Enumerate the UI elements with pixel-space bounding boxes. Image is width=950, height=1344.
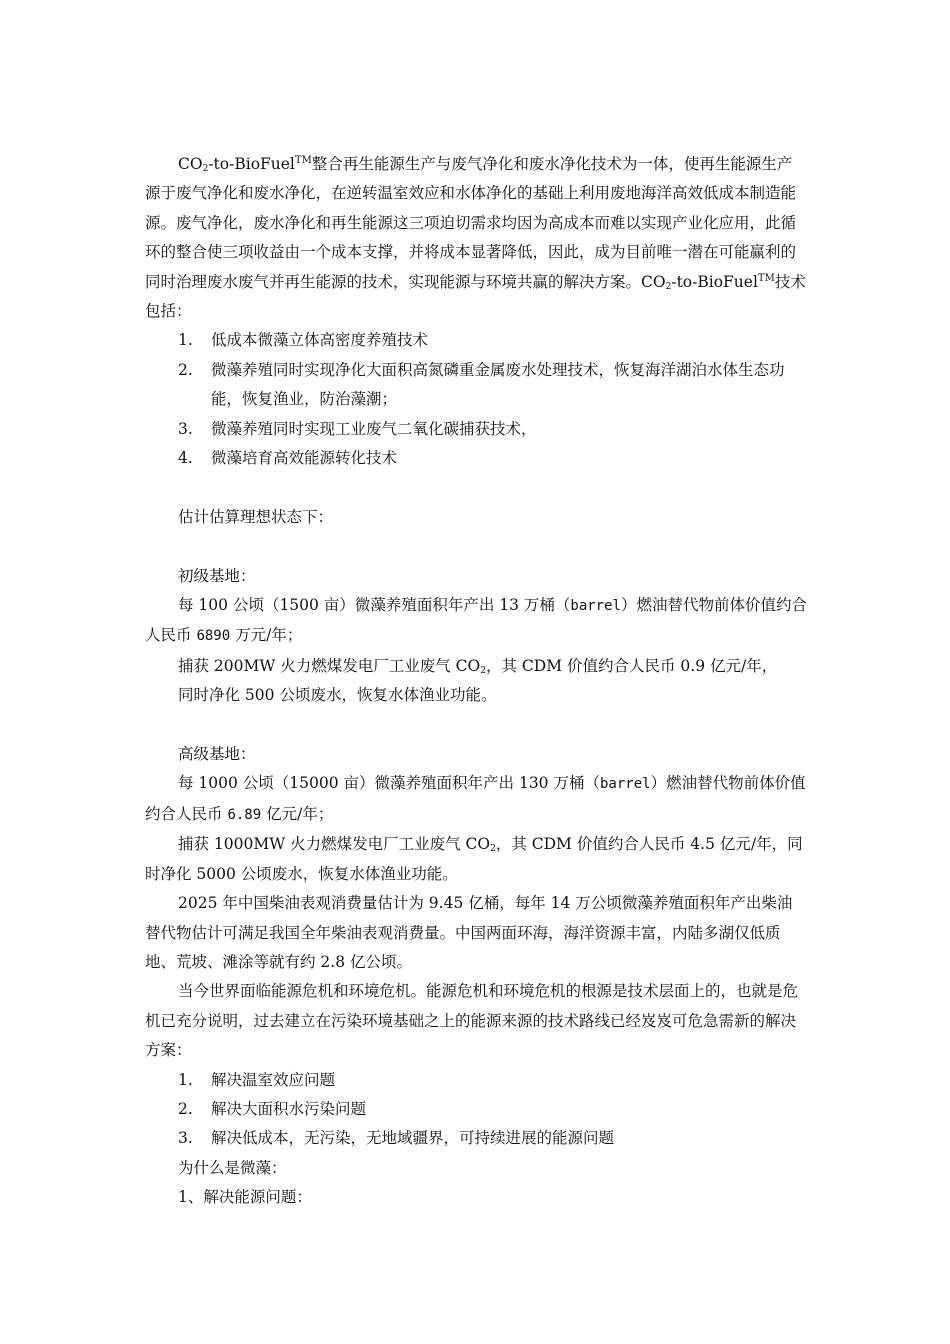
list-item: 3. 微藻养殖同时实现工业废气二氧化碳捕获技术， bbox=[178, 419, 537, 438]
primary-base-capture: 捕获 200MW 火力燃煤发电厂工业废气 $CO_2$，其 CDM 价值约合人民币 0.9 亿元/年， bbox=[178, 656, 778, 676]
brand-text: -to-BioFuel bbox=[208, 155, 295, 173]
crisis-paragraph: 当今世界面临能源危机和环境危机。能源危机和环境危机的根源是技术层面上的，也就是危机已充分说明，过去建立在污染环境基础之上的能源来源的技术路线已经岌岌可危急需新的解决方案： bbox=[145, 982, 799, 1060]
primary-base-output: 每 100 公顷（1500 亩）微藻养殖面积年产出 13 万桶（barrel）燃油替代物前体价值约合人民币 6890 万元/年； bbox=[145, 596, 807, 645]
energy-heading: 1、解决能源问题： bbox=[178, 1188, 312, 1207]
barrel-unit: barrel bbox=[570, 598, 621, 615]
primary-base-water: 同时净化 500 公顷废水，恢复水体渔业功能。 bbox=[178, 686, 497, 705]
advanced-base-heading: 高级基地： bbox=[178, 745, 256, 764]
list-item: 4. 微藻培育高效能源转化技术 bbox=[178, 449, 398, 468]
trademark-mark: TM bbox=[294, 155, 312, 166]
co2-subscript: 2 bbox=[665, 281, 672, 292]
brand-text: -to-BioFuel bbox=[671, 272, 758, 291]
list-item: 2. 微藻养殖同时实现净化大面积高氮磷重金属废水处理技术，恢复海洋湖泊水体生态功能，恢复渔业，防治藻潮； bbox=[178, 360, 785, 409]
list-item: 2. 解决大面积水污染问题 bbox=[178, 1099, 367, 1118]
intro-text: 整合再生能源生产与废气净化和废水净化技术为一体，使再生能源生产源于废气净化和废水净化，在逆转温室效应和水体净化的基础上利用废地海洋高效低成本制造能源。废气净化，废水净化和再生能源这三项迫切需求均因为高成本而难以实现产业化应用，此循环的整合使三项收益由一个成本支撑，并将成本显著降低，因此，成为目前唯一潜在可能赢利的同时治理废水废气并再生能源的技术，实现能源与环境共赢的解决方案。 bbox=[145, 155, 797, 291]
intro-text-tail: 技术包括： bbox=[145, 272, 806, 321]
list-item: 1. 低成本微藻立体高密度养殖技术 bbox=[178, 331, 429, 350]
estimate-heading: 估计估算理想状态下： bbox=[178, 507, 334, 526]
co-text: CO bbox=[641, 272, 666, 291]
why-heading: 为什么是微藻： bbox=[178, 1158, 287, 1177]
advanced-base-output: 每 1000 公顷（15000 亩）微藻养殖面积年产出 130 万桶（barrel）燃油替代物前体价值约合人民币 6.89 亿元/年； bbox=[145, 774, 806, 823]
co2-subscript: 2 bbox=[202, 164, 209, 174]
list-item: 1. 解决温室效应问题 bbox=[178, 1070, 336, 1089]
tech-list bbox=[145, 326, 807, 473]
document-page bbox=[145, 150, 807, 1213]
value-figure: 6890 bbox=[196, 628, 231, 645]
advanced-base-capture: 捕获 1000MW 火力燃煤发电厂工业废气 $CO_2$，其 CDM 价值约合人民币 4.5 亿元/年，同时净化 5000 公顷废水，恢复水体渔业功能。 bbox=[145, 835, 803, 883]
primary-base-heading: 初级基地： bbox=[178, 566, 256, 585]
intro-paragraph bbox=[145, 150, 807, 326]
value-figure: 6.89 bbox=[227, 806, 262, 823]
list-item: 3. 解决低成本，无污染，无地域疆界，可持续进展的能源问题 bbox=[178, 1129, 615, 1148]
solution-list bbox=[145, 1066, 807, 1154]
barrel-unit: barrel bbox=[599, 776, 651, 793]
co-text: CO bbox=[178, 155, 203, 173]
diesel-paragraph: 2025 年中国柴油表观消费量估计为 9.45 亿桶，每年 14 万公顷微藻养殖面积年产出柴油替代物估计可满足我国全年柴油表观消费量。中国两面环海，海洋资源丰富，内陆多湖仅低质地、荒坡、滩涂等就有约 2.8 亿公顷。 bbox=[145, 894, 793, 971]
trademark-mark: TM bbox=[757, 272, 775, 284]
